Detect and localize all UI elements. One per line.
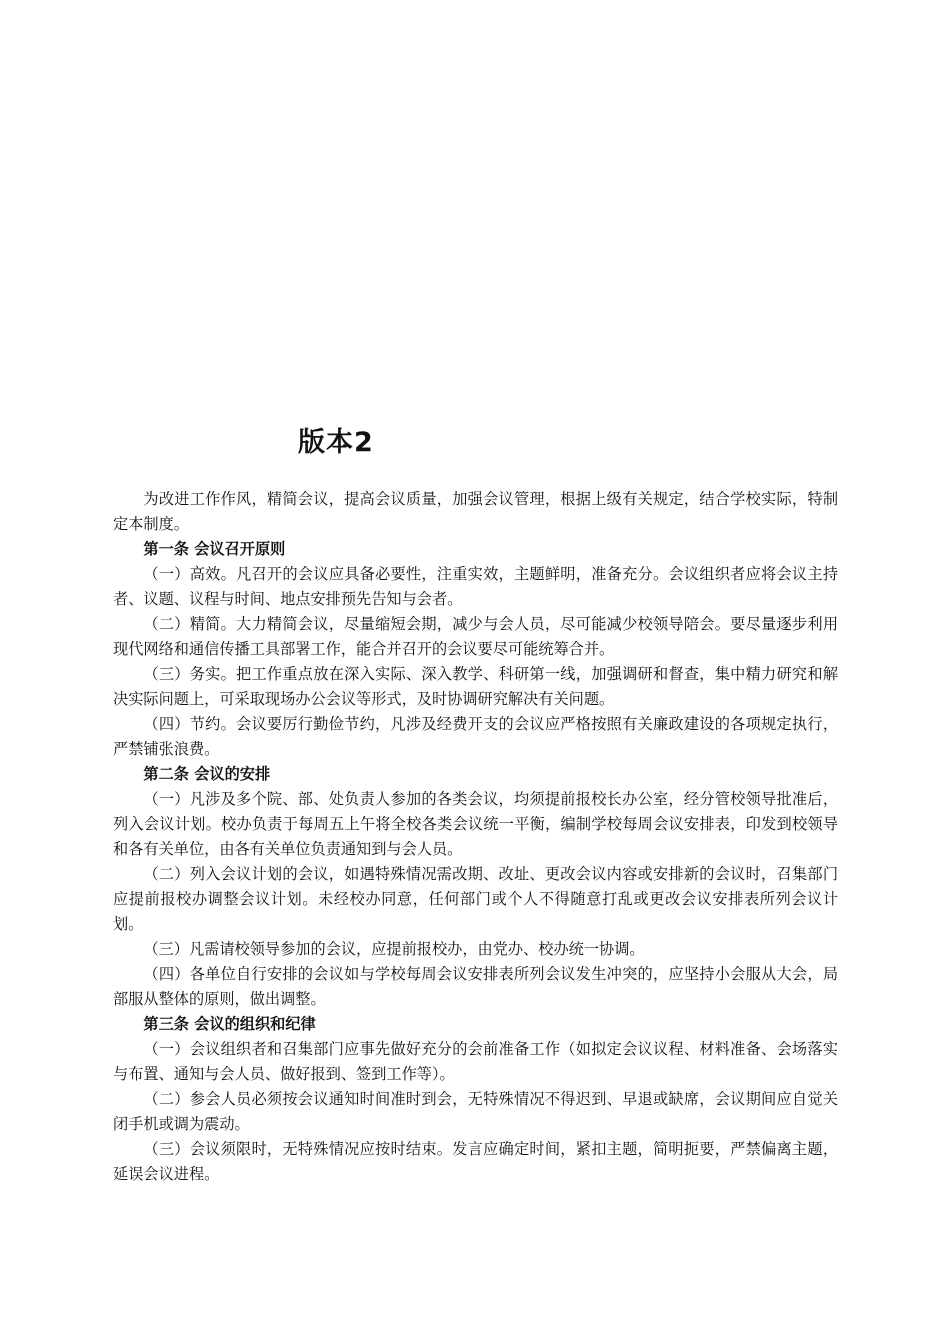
article-3-item-2: （二）参会人员必须按会议通知时间准时到会，无特殊情况不得迟到、早退或缺席，会议期间应自觉关闭手机或调为震动。: [113, 1090, 838, 1133]
article-3-item-1: （一）会议组织者和召集部门应事先做好充分的会前准备工作（如拟定会议议程、材料准备、会场落实与布置、通知与会人员、做好报到、签到工作等）。: [113, 1040, 838, 1083]
article-3-heading: 第三条 会议的组织和纪律: [143, 1015, 316, 1033]
article-2-heading: 第二条 会议的安排: [143, 765, 271, 783]
article-2-item-4: （四）各单位自行安排的会议如与学校每周会议安排表所列会议发生冲突的，应坚持小会服从大会，局部服从整体的原则，做出调整。: [113, 965, 838, 1008]
article-1-item-1: （一）高效。凡召开的会议应具备必要性，注重实效，主题鲜明，准备充分。会议组织者应将会议主持者、议题、议程与时间、地点安排预先告知与会者。: [113, 565, 838, 608]
article-1-heading: 第一条 会议召开原则: [143, 540, 286, 558]
page-title: 版本2: [298, 427, 374, 458]
article-3-item-3: （三）会议须限时，无特殊情况应按时结束。发言应确定时间，紧扣主题，简明扼要，严禁偏离主题，延误会议进程。: [113, 1140, 838, 1183]
article-2-item-2: （二）列入会议计划的会议，如遇特殊情况需改期、改址、更改会议内容或安排新的会议时，召集部门应提前报校办调整会议计划。未经校办同意，任何部门或个人不得随意打乱或更改会议安排表所列会议计划。: [113, 865, 838, 933]
article-2-item-1: （一）凡涉及多个院、部、处负责人参加的各类会议，均须提前报校长办公室，经分管校领导批准后，列入会议计划。校办负责于每周五上午将全校各类会议统一平衡，编制学校每周会议安排表，印发到校领导和各有关单位，由各有关单位负责通知到与会人员。: [113, 790, 838, 858]
article-1-item-2: （二）精简。大力精简会议，尽量缩短会期，减少与会人员，尽可能减少校领导陪会。要尽量逐步利用现代网络和通信传播工具部署工作，能合并召开的会议要尽可能统筹合并。: [113, 615, 838, 658]
document-body: [113, 487, 838, 1187]
intro-paragraph: 为改进工作作风，精简会议，提高会议质量，加强会议管理，根据上级有关规定，结合学校实际，特制定本制度。: [113, 490, 838, 533]
article-1-item-4: （四）节约。会议要厉行勤俭节约，凡涉及经费开支的会议应严格按照有关廉政建设的各项规定执行，严禁铺张浪费。: [113, 715, 838, 758]
article-1-item-3: （三）务实。把工作重点放在深入实际、深入教学、科研第一线，加强调研和督查，集中精力研究和解决实际问题上，可采取现场办公会议等形式，及时协调研究解决有关问题。: [113, 665, 838, 708]
article-2-item-3: （三）凡需请校领导参加的会议，应提前报校办，由党办、校办统一协调。: [143, 940, 645, 958]
